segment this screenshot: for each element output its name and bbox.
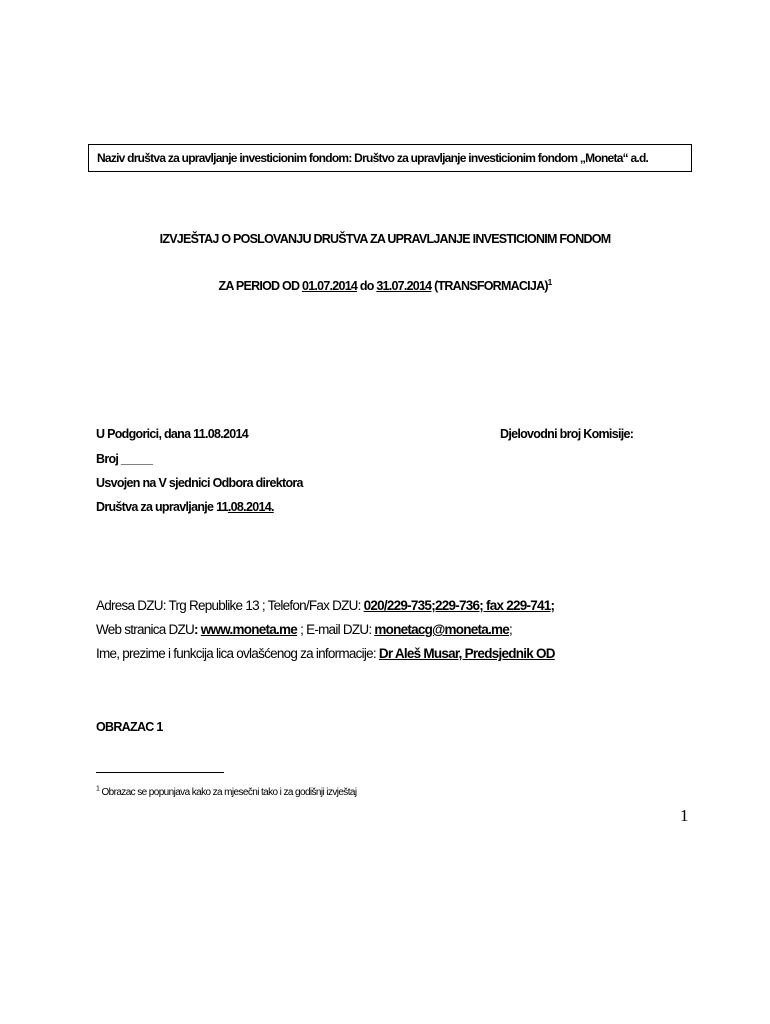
drustva-date: .08.2014.: [227, 500, 274, 514]
footnote-reference: 1: [547, 277, 552, 287]
footnote: [96, 787, 356, 798]
drustva-line: [96, 500, 274, 514]
period-prefix: ZA PERIOD OD: [218, 279, 303, 293]
web-label: Web stranica DZU: [96, 622, 195, 637]
email-suffix: ;: [509, 622, 513, 637]
contact-person-line: [96, 646, 555, 661]
report-period: [0, 279, 770, 293]
page-number: 1: [680, 806, 689, 825]
web-colon: :: [194, 622, 201, 637]
place-date: U Podgorici, dana 11.08.2014: [96, 427, 249, 441]
email-link[interactable]: monetacg@moneta.me: [374, 622, 510, 637]
contact-person-label: Ime, prezime i funkcija lica ovlašćenog za informacije:: [96, 646, 379, 661]
broj-field: Broj _____: [96, 452, 153, 466]
footnote-divider: [96, 772, 224, 773]
address-text: Adresa DZU: Trg Republike 13 ; Telefon/Fax DZU:: [96, 598, 364, 613]
period-date-from: 01.07.2014: [302, 279, 358, 293]
contact-person-name: Dr Aleš Musar, Predsjednik OD: [378, 646, 555, 661]
website-link[interactable]: www.moneta.me: [200, 622, 298, 637]
footnote-text: Obrazac se popunjava kako za mjesečni tako i za godišnji izvještaj: [99, 787, 357, 798]
djelovodni-broj-label: Djelovodni broj Komisije:: [500, 427, 634, 441]
usvojen-line: Usvojen na V sjednici Odbora direktora: [96, 476, 303, 490]
company-name-box: [88, 144, 692, 172]
address-line: [96, 598, 554, 613]
phone-numbers: 020/229-735;229-736; fax 229-741;: [363, 598, 555, 613]
period-connector: do: [357, 279, 377, 293]
drustva-prefix: Društva za upravljanje 11: [96, 500, 228, 514]
report-title: IZVJEŠTAJ O POSLOVANJU DRUŠTVA ZA UPRAVLJANJE INVESTICIONIM FONDOM: [159, 232, 611, 246]
form-label: OBRAZAC 1: [96, 720, 163, 734]
web-email-line: [96, 622, 512, 637]
period-date-to: 31.07.2014: [376, 279, 432, 293]
footnote-mark: 1: [96, 785, 100, 793]
company-name-text: Naziv društva za upravljanje investicionim fondom: Društvo za upravljanje investicionim fondom „Moneta“ a.d.: [97, 151, 649, 165]
email-label: ; E-mail DZU:: [297, 622, 375, 637]
period-suffix: (TRANSFORMACIJA): [431, 279, 548, 293]
